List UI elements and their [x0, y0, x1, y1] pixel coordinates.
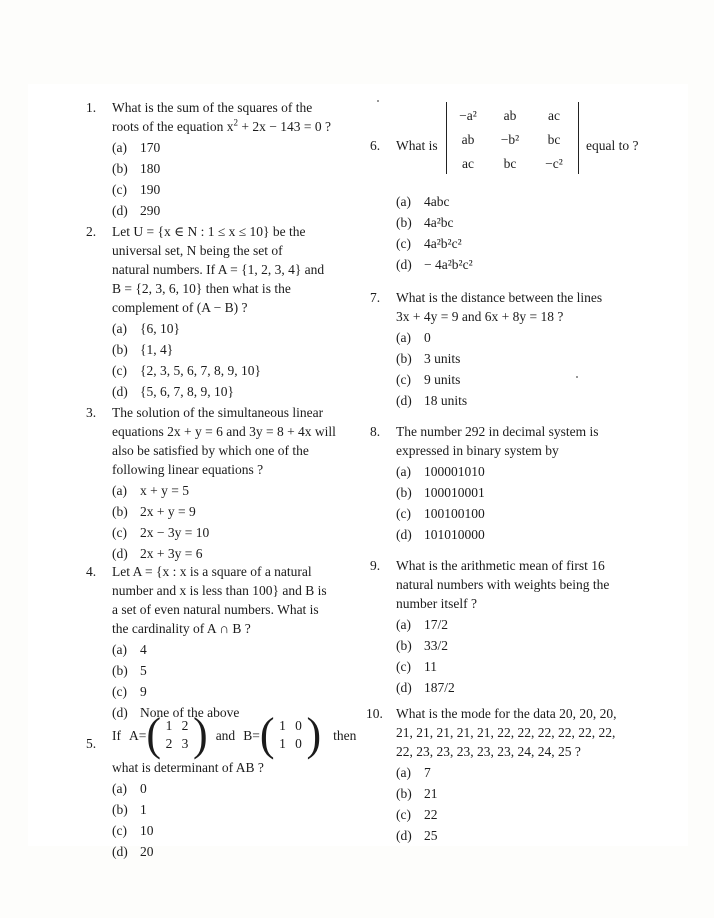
option-item — [112, 361, 374, 380]
option-key: (d) — [112, 844, 128, 859]
matrix-a: 1 2 2 3 — [165, 718, 189, 751]
stem-line: following linear equations ? — [112, 462, 264, 477]
speck — [576, 376, 578, 378]
stem-line: number and x is less than 100} and B is — [112, 583, 327, 598]
option-key: (d) — [396, 393, 412, 408]
question-stem: What is the sum of the squares of the roots of the equation $x^2 + 2x - 143 = 0$ ? — [112, 100, 331, 134]
stem-line: The number 292 in decimal system is — [396, 424, 599, 439]
option-item — [112, 640, 374, 659]
option-item — [112, 842, 374, 861]
option-text: {5, 6, 7, 8, 9, 10} — [140, 384, 234, 399]
option-text: 290 — [140, 203, 161, 218]
stem-line: Let A = {x : x is a square of a natural — [112, 564, 312, 579]
option-item — [396, 213, 473, 232]
option-text: 187/2 — [424, 680, 455, 695]
option-item — [112, 319, 374, 338]
option-text: {6, 10} — [140, 321, 180, 336]
option-text: None of the above — [140, 705, 240, 720]
left-paren: ( — [146, 708, 162, 761]
option-key: (c) — [112, 525, 127, 540]
option-key: (c) — [112, 363, 127, 378]
option-key: (b) — [112, 342, 128, 357]
option-key: (c) — [396, 236, 411, 251]
det-right-bar — [578, 102, 579, 174]
option-item — [112, 201, 374, 220]
stem-line: Let U = {x ∈ N : 1 ≤ x ≤ 10} be the — [112, 224, 306, 239]
stem-line: universal set, N being the set of — [112, 243, 283, 258]
option-key: (b) — [112, 161, 128, 176]
option-text: 33/2 — [424, 638, 449, 653]
option-item — [396, 636, 660, 655]
determinant: −a² ab ac ab −b² bc ac bc −c² — [444, 102, 580, 174]
option-key: (b) — [396, 786, 412, 801]
option-key: (b) — [112, 663, 128, 678]
options — [396, 328, 660, 410]
stem-line: What is the distance between the lines — [396, 290, 603, 305]
stem-line: equations 2x + y = 6 and 3y = 8 + 4x will — [112, 424, 336, 439]
option-item — [112, 502, 374, 521]
options — [396, 763, 666, 845]
option-text: 17/2 — [424, 617, 449, 632]
option-key: (b) — [396, 485, 412, 500]
option-text: 10 — [140, 823, 154, 838]
options — [396, 615, 660, 697]
question-stem — [396, 556, 660, 613]
matrix-line: If A= ( 1 2 2 3 ) and B= ( 1 0 1 0 ) then — [112, 708, 357, 761]
option-text: 1 — [140, 802, 147, 817]
option-text: 21 — [424, 786, 438, 801]
options — [112, 138, 374, 220]
option-key: (a) — [112, 483, 127, 498]
stem-line: 3x + 4y = 9 and 6x + 8y = 18 ? — [396, 309, 564, 324]
option-key: (c) — [396, 807, 411, 822]
option-key: (a) — [112, 140, 127, 155]
option-text: 2x + y = 9 — [140, 504, 196, 519]
question-number: 7. — [370, 290, 381, 305]
option-text: 22 — [424, 807, 438, 822]
option-item — [396, 462, 660, 481]
stem-line: What is the arithmetic mean of first 16 — [396, 558, 605, 573]
option-item — [396, 234, 473, 253]
option-key: (b) — [396, 638, 412, 653]
option-key: (c) — [112, 823, 127, 838]
option-text: 100010001 — [424, 485, 485, 500]
option-text: 4abc — [424, 194, 450, 209]
option-text: {2, 3, 5, 6, 7, 8, 9, 10} — [140, 363, 261, 378]
question-stem: what is determinant of AB ? — [112, 760, 264, 775]
stem-line: natural numbers with weights being the — [396, 577, 610, 592]
option-item — [396, 192, 473, 211]
options — [112, 319, 374, 401]
options — [112, 481, 374, 563]
right-paren: ) — [306, 708, 322, 761]
option-text: 11 — [424, 659, 437, 674]
option-text: 25 — [424, 828, 438, 843]
stem-line: natural numbers. If A = {1, 2, 3, 4} and — [112, 262, 325, 277]
option-item — [112, 340, 374, 359]
question-number: 6. — [370, 138, 381, 153]
question-stem — [112, 403, 374, 479]
option-item — [396, 678, 660, 697]
option-item — [396, 349, 660, 368]
question-number: 9. — [370, 558, 381, 573]
option-item — [396, 370, 660, 389]
option-text: 2x − 3y = 10 — [140, 525, 210, 540]
option-key: (a) — [396, 464, 411, 479]
option-text: 4 — [140, 642, 147, 657]
options — [396, 462, 660, 544]
option-key: (a) — [396, 330, 411, 345]
option-text: 101010000 — [424, 527, 485, 542]
question-sheet: 1. What is the sum of the squares of the roots of the equation $x^2 + 2x - 143 = 0$ ? (a) 170 (b) 180 (c) 190 (d) 290 2. Let U = {x ∈ N : 1 ≤ x ≤ 10} be the universal set, N being the set of natural numbers. If A = {1, 2, 3, 4} and B = {2, 3, 6, 10} then what is the complement of (A − B) ? (a) {6, 10} (b) {1, 4} (c) {2, 3, 5, 6, 7, 8, 9, 10} (d) {5, 6, 7, 8, 9, 10} 3. The solution of the simultaneous linear equations 2x + y = 6 and 3y = 8 + 4x will also be satisfied by which one of the following linear equations ? (a) x + y = 5 (b) 2x + y = 9 (c) 2x − 3y = 10 (d) 2x + 3y = 6 4. Let A = {x : x is a square of a natural number and x is less than 100} and B is a set of even natural numbers. What is the cardinality of A ∩ B ? (a) 4 (b) 5 (c) 9 (d) None of the above 5. If A= ( 1 2 2 3 ) and B= ( 1 0 1 0 ) then what is determinant of AB ? (a) 0 (b) 1 (c) 10 (d) 20 6. What is −a² ab ac ab −b² bc ac bc −c² equal to ? (a) 4abc (b) 4a²bc (c) 4a²b²c² (d) − 4a²b²c² 7. What is the distance between the lines 3x + 4y = 9 and 6x + 8y = 18 ? (a) 0 (b) 3 units (c) 9 units (d) 18 units 8. The number 292 in decimal system is expressed in binary system by (a) 100001010 (b) 100010001 (c) 100100100 (d) 101010000 9. What is the arithmetic mean of first 16 natural numbers with weights being the number itself ? (a) 17/2 (b) 33/2 (c) 11 (d) 187/2 10. What is the mode for the data 20, 20, 20, 21, 21, 21, 21, 21, 22, 22, 22, 22, 22, 22, 22, 23, 23, 23, 23, 23, 24, 24, 25 ? (a) 7 (b) 21 (c) 22 (d) 25 — [28, 84, 688, 846]
option-item — [396, 826, 666, 845]
option-text: − 4a²b²c² — [424, 257, 473, 272]
option-key: (d) — [112, 546, 128, 561]
option-item — [112, 481, 374, 500]
option-key: (c) — [396, 506, 411, 521]
stem-line: B = {2, 3, 6, 10} then what is the — [112, 281, 291, 296]
question-number: 3. — [86, 405, 97, 420]
option-item — [112, 138, 374, 157]
option-text: 2x + 3y = 6 — [140, 546, 203, 561]
option-item — [112, 821, 374, 840]
option-key: (d) — [396, 257, 412, 272]
option-item — [396, 504, 660, 523]
option-item — [396, 615, 660, 634]
option-key: (a) — [396, 765, 411, 780]
options — [396, 190, 473, 274]
option-text: {1, 4} — [140, 342, 174, 357]
option-text: 170 — [140, 140, 161, 155]
option-item — [112, 682, 374, 701]
stem-line: a set of even natural numbers. What is — [112, 602, 319, 617]
stem-line: 22, 23, 23, 23, 23, 23, 24, 24, 25 ? — [396, 744, 581, 759]
option-item — [112, 523, 374, 542]
option-item — [112, 544, 374, 563]
option-key: (a) — [112, 781, 127, 796]
option-item — [112, 661, 374, 680]
option-key: (a) — [396, 617, 411, 632]
option-item — [112, 382, 374, 401]
option-key: (a) — [112, 642, 127, 657]
question-stem — [112, 562, 374, 638]
option-text: 3 units — [424, 351, 461, 366]
option-key: (d) — [396, 527, 412, 542]
stem-line: 21, 21, 21, 21, 21, 22, 22, 22, 22, 22, 22, — [396, 725, 616, 740]
option-item — [112, 159, 374, 178]
option-key: (d) — [112, 705, 128, 720]
option-key: (d) — [112, 203, 128, 218]
question-stem — [396, 288, 660, 326]
stem-line: expressed in binary system by — [396, 443, 559, 458]
option-text: 190 — [140, 182, 161, 197]
option-item — [396, 391, 660, 410]
option-text: 180 — [140, 161, 161, 176]
question-stem — [396, 422, 660, 460]
option-item — [396, 483, 660, 502]
stem-line: number itself ? — [396, 596, 477, 611]
speck — [377, 100, 379, 102]
option-item — [396, 328, 660, 347]
option-key: (b) — [112, 504, 128, 519]
option-text: 0 — [424, 330, 431, 345]
option-key: (c) — [112, 182, 127, 197]
option-key: (b) — [396, 351, 412, 366]
stem-line: complement of (A − B) ? — [112, 300, 248, 315]
option-text: 18 units — [424, 393, 468, 408]
option-text: 9 — [140, 684, 147, 699]
option-item — [112, 180, 374, 199]
options — [112, 779, 374, 861]
option-text: x + y = 5 — [140, 483, 189, 498]
option-text: 7 — [424, 765, 431, 780]
option-key: (c) — [396, 659, 411, 674]
stem-line: the cardinality of A ∩ B ? — [112, 621, 251, 636]
option-item — [396, 784, 666, 803]
option-key: (d) — [396, 680, 412, 695]
right-paren: ) — [193, 708, 208, 761]
option-item — [396, 525, 660, 544]
option-text: 4a²b²c² — [424, 236, 462, 251]
question-stem — [396, 704, 666, 761]
option-key: (d) — [396, 828, 412, 843]
question-number: 8. — [370, 424, 381, 439]
option-key: (d) — [112, 384, 128, 399]
option-item — [112, 779, 374, 798]
option-item — [396, 657, 660, 676]
option-key: (b) — [112, 802, 128, 817]
option-text: 5 — [140, 663, 147, 678]
option-text: 0 — [140, 781, 147, 796]
option-text: 20 — [140, 844, 154, 859]
option-item — [396, 255, 473, 274]
option-text: 100100100 — [424, 506, 485, 521]
question-number: 1. — [86, 100, 97, 115]
stem-line: What is the mode for the data 20, 20, 20, — [396, 706, 617, 721]
stem-line: also be satisfied by which one of the — [112, 443, 309, 458]
left-paren: ( — [259, 708, 275, 761]
question-number: 2. — [86, 224, 97, 239]
option-text: 100001010 — [424, 464, 485, 479]
question-number: 10. — [366, 706, 383, 721]
question-stem — [112, 222, 374, 317]
option-text: 9 units — [424, 372, 461, 387]
option-key: (c) — [396, 372, 411, 387]
question-number: 4. — [86, 564, 97, 579]
option-item — [112, 800, 374, 819]
matrix-b: 1 0 1 0 — [279, 718, 302, 751]
option-item — [396, 805, 666, 824]
option-key: (a) — [112, 321, 127, 336]
option-text: 4a²bc — [424, 215, 454, 230]
option-key: (a) — [396, 194, 411, 209]
option-key: (b) — [396, 215, 412, 230]
stem-line: The solution of the simultaneous linear — [112, 405, 324, 420]
option-item — [396, 763, 666, 782]
question-number: 5. — [86, 736, 97, 751]
option-key: (c) — [112, 684, 127, 699]
